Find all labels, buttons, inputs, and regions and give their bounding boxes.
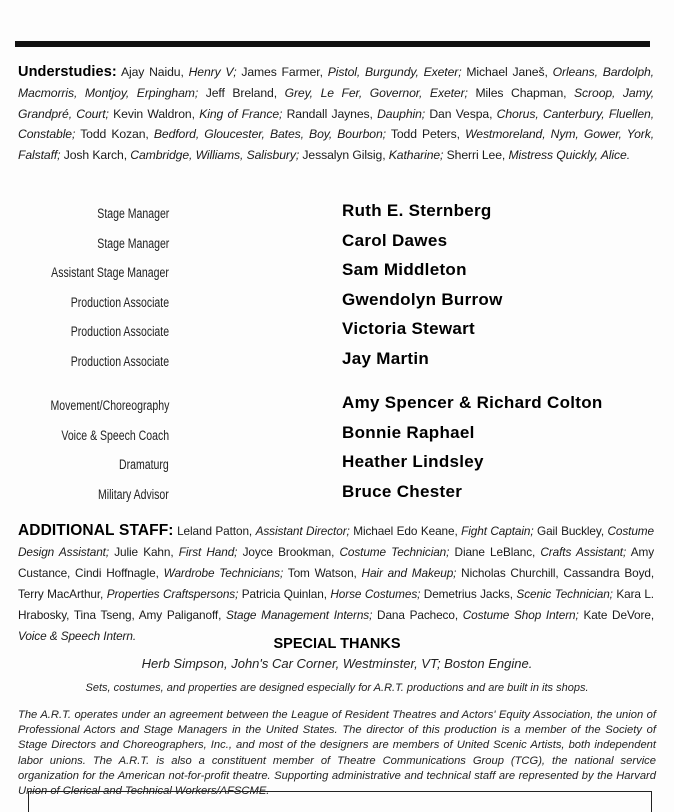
credit-row bbox=[0, 481, 674, 511]
credit-role: Voice & Speech Coach bbox=[61, 427, 169, 443]
person-roles: Costume Shop Intern; bbox=[462, 608, 579, 622]
person-name: Josh Karch bbox=[63, 148, 124, 163]
person-name: Sherri Lee bbox=[446, 148, 502, 163]
person-roles: Grey, Le Fer, Governor, Exeter; bbox=[284, 85, 468, 100]
person-roles: King of France; bbox=[199, 106, 283, 121]
credit-role: Production Associate bbox=[70, 353, 169, 369]
understudies-paragraph bbox=[18, 62, 654, 166]
credit-role: Assistant Stage Manager bbox=[51, 265, 169, 280]
person-roles: Mistress Quickly, Alice. bbox=[508, 148, 630, 163]
person-name: Dan Vespa bbox=[429, 106, 490, 121]
person-roles: Voice & Speech Intern. bbox=[18, 629, 137, 643]
person-roles: Orleans, Bardolph, Macmorris, Montjoy, Erpingham; bbox=[18, 65, 654, 100]
person-name: Joyce Brookman bbox=[242, 545, 332, 559]
credit-name: Sam Middleton bbox=[342, 260, 467, 279]
credit-row bbox=[0, 392, 674, 422]
stage-management-credits bbox=[0, 200, 674, 377]
additional-staff-label: ADDITIONAL STAFF: bbox=[18, 522, 174, 539]
sets-note: Sets, costumes, and properties are designed especially for A.R.T. productions and are built in its shops. bbox=[85, 682, 589, 694]
person-roles: Scroop, Jamy, Grandpré, Court; bbox=[18, 85, 655, 121]
person-name: Gail Buckley bbox=[537, 524, 601, 538]
person-name: Diane LeBlanc bbox=[454, 545, 532, 559]
person-roles: Wardrobe Technicians; bbox=[163, 566, 284, 580]
credit-name: Bruce Chester bbox=[342, 481, 463, 501]
person-roles: Dauphin; bbox=[377, 106, 426, 121]
person-roles: Costume Technician; bbox=[339, 545, 450, 559]
credit-name: Carol Dawes bbox=[342, 230, 448, 250]
person-name: Dana Pacheco bbox=[377, 608, 455, 622]
person-name: Patricia Quinlan bbox=[241, 587, 324, 601]
additional-staff-list: Leland Patton, Assistant Director; Michael Edo Keane, Fight Captain; Gail Buckley, Costume Design Assistant; Julie Kahn, First Hand; Joyce Brookman, Costume Technician; Diane LeBlanc, Crafts Assistant; Amy Custance, Cindi Hoffnagle, Wardrobe Technicians; Tom Watson, Hair and Makeup; Nicholas Churchill, Cassandra Boyd, Terry MacArthur, Properties Craftspersons; Patricia Quinlan, Horse Costumes; Demetrius Jacks, Scenic Technician; Kara L. Hrabosky, Tina Tseng, Amy Paliganoff, Stage Management Interns; Dana Pacheco, Costume Shop Intern; Kate DeVore, Voice & Speech Intern. bbox=[18, 524, 655, 643]
person-roles: Bedford, Gloucester, Bates, Boy, Bourbon; bbox=[153, 127, 386, 142]
understudies-list: Ajay Naidu, Henry V; James Farmer, Pistol, Burgundy, Exeter; Michael Janeš, Orleans, Bardolph, Macmorris, Montjoy, Erpingham; Jeff Breland, Grey, Le Fer, Governor, Exeter; Miles Chapman, Scroop, Jamy, Grandpré, Court; Kevin Waldron, King of France; Randall Jaynes, Dauphin; Dan Vespa, Chorus, Canterbury, Fluellen, Constable; Todd Kozan, Bedford, Gloucester, Bates, Boy, Bourbon; Todd Peters, Westmoreland, Nym, Gower, York, Falstaff; Josh Karch, Cambridge, Williams, Salisbury; Jessalyn Gilsig, Katharine; Sherri Lee, Mistress Quickly, Alice. bbox=[18, 65, 655, 163]
person-name: Demetrius Jacks bbox=[423, 587, 510, 601]
credit-row bbox=[0, 200, 674, 230]
person-name: Jeff Breland bbox=[205, 85, 274, 100]
person-roles: Katharine; bbox=[388, 148, 444, 163]
credit-role: Production Associate bbox=[70, 324, 169, 339]
credit-row bbox=[0, 259, 674, 289]
person-name: Todd Kozan bbox=[80, 127, 146, 142]
understudies-label: Understudies: bbox=[18, 64, 117, 80]
credit-role: Movement/Choreography bbox=[50, 398, 169, 413]
credit-name: Gwendolyn Burrow bbox=[342, 289, 503, 309]
person-roles: Costume Design Assistant; bbox=[18, 524, 654, 559]
credit-role: Stage Manager bbox=[96, 206, 169, 221]
person-roles: Hair and Makeup; bbox=[361, 566, 457, 580]
person-name: Ajay Naidu bbox=[120, 65, 181, 79]
person-roles: Properties Craftspersons; bbox=[106, 587, 239, 601]
person-roles: Cambridge, Williams, Salisbury; bbox=[130, 148, 300, 163]
credit-row bbox=[0, 230, 674, 260]
person-roles: Westmoreland, Nym, Gower, York, Falstaff; bbox=[18, 127, 655, 163]
credit-role: Production Associate bbox=[70, 294, 169, 310]
credit-name: Jay Martin bbox=[342, 348, 430, 368]
person-name: Nicholas Churchill, Cassandra Boyd, Terry MacArthur bbox=[18, 566, 655, 601]
special-thanks-title: SPECIAL THANKS bbox=[273, 636, 401, 652]
person-name: Jessalyn Gilsig bbox=[302, 148, 383, 163]
credit-row bbox=[0, 318, 674, 348]
person-roles: Assistant Director; bbox=[255, 524, 350, 538]
person-name: Miles Chapman bbox=[475, 85, 564, 100]
credit-row bbox=[0, 451, 674, 481]
person-name: Kate DeVore bbox=[583, 608, 651, 622]
person-roles: First Hand; bbox=[178, 545, 238, 559]
person-roles: Henry V; bbox=[188, 65, 237, 79]
credit-name: Victoria Stewart bbox=[342, 319, 475, 338]
credit-row bbox=[0, 348, 674, 378]
person-name: Randall Jaynes bbox=[286, 106, 370, 121]
credit-role: Dramaturg bbox=[119, 457, 169, 472]
person-name: Leland Patton bbox=[177, 524, 249, 538]
credit-row bbox=[0, 422, 674, 452]
credit-role: Stage Manager bbox=[96, 235, 169, 251]
person-name: Todd Peters bbox=[390, 127, 457, 142]
union-agreement-paragraph: The A.R.T. operates under an agreement between the League of Resident Theatres and Actors' Equity Association, the union of Professional Actors and Stage Managers in the United States. The director of this production is a member of the Society of Stage Directors and Choreographers, Inc., and most of the designers are members of United Scenic Artists, both independent labor unions. The A.R.T. is also a constituent member of Theatre Communications Group (TCG), the national service organization for the American not-for-profit theatre. Supporting administrative and technical staff are represented by the Harvard Union of Clerical and Technical Workers/AFSCME. bbox=[18, 709, 656, 798]
creative-staff-credits bbox=[0, 392, 674, 510]
additional-staff-paragraph bbox=[18, 520, 654, 647]
credit-role: Military Advisor bbox=[98, 486, 169, 502]
credit-name: Heather Lindsley bbox=[342, 452, 484, 471]
person-roles: Chorus, Canterbury, Fluellen, Constable; bbox=[18, 106, 654, 142]
credit-name: Amy Spencer & Richard Colton bbox=[342, 393, 603, 412]
person-roles: Stage Management Interns; bbox=[226, 608, 373, 622]
person-roles: Fight Captain; bbox=[461, 524, 534, 538]
person-name: Kevin Waldron bbox=[113, 106, 192, 121]
credit-name: Bonnie Raphael bbox=[342, 422, 475, 442]
person-name: Michael Janeš bbox=[466, 65, 545, 79]
person-roles: Scenic Technician; bbox=[516, 587, 613, 601]
person-name: Julie Kahn bbox=[114, 545, 171, 559]
person-name: Amy Custance, Cindi Hoffnagle bbox=[18, 545, 655, 580]
person-name: Michael Edo Keane bbox=[353, 524, 455, 538]
credit-row bbox=[0, 289, 674, 319]
person-roles: Crafts Assistant; bbox=[540, 545, 627, 559]
person-name: Tom Watson bbox=[287, 566, 354, 580]
person-name: Kara L. Hrabosky, Tina Tseng, Amy Paliganoff bbox=[18, 587, 654, 622]
person-name: James Farmer bbox=[241, 65, 320, 79]
credit-name: Ruth E. Sternberg bbox=[342, 201, 492, 220]
person-roles: Pistol, Burgundy, Exeter; bbox=[327, 65, 462, 79]
top-rule bbox=[15, 41, 650, 47]
person-roles: Horse Costumes; bbox=[330, 587, 421, 601]
bottom-box-border bbox=[28, 791, 652, 812]
special-thanks-body: Herb Simpson, John's Car Corner, Westminster, VT; Boston Engine. bbox=[141, 656, 533, 671]
